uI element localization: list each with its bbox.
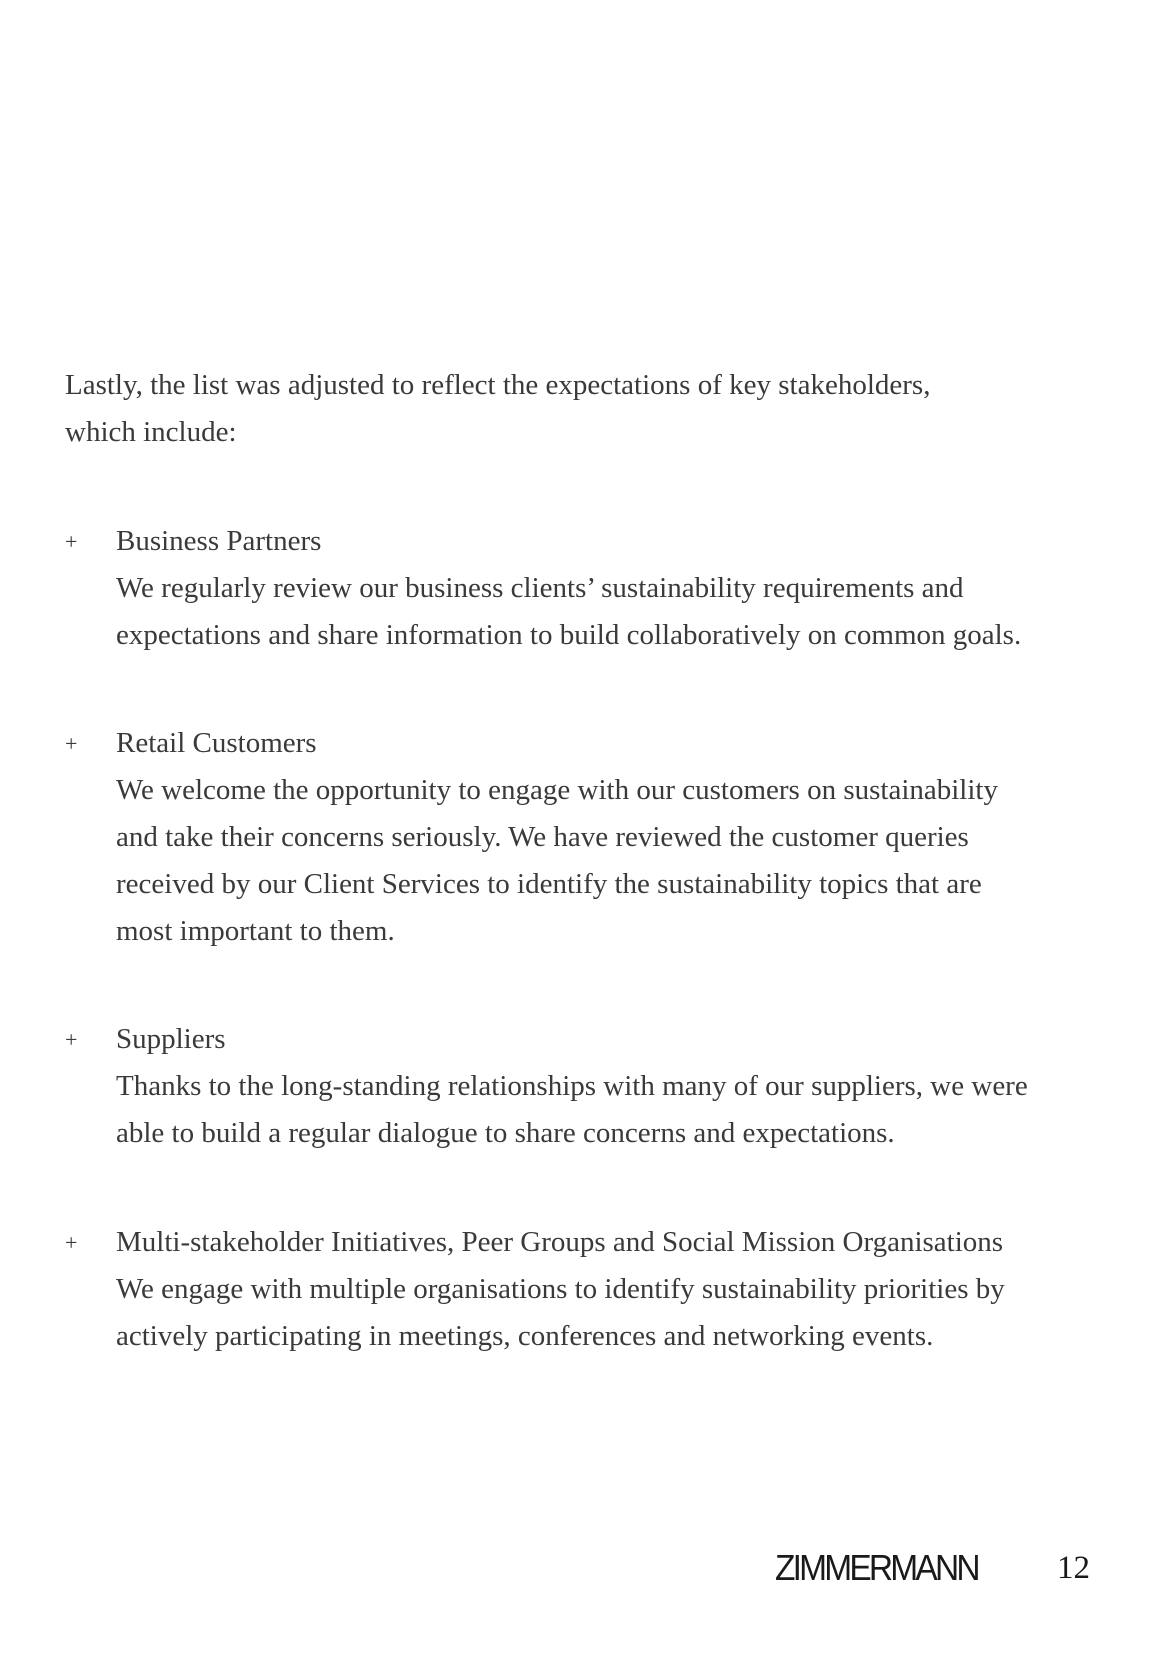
stakeholder-title: Retail Customers [116, 727, 317, 759]
description-line: We welcome the opportunity to engage with our customers on sustainability [116, 774, 998, 806]
stakeholder-description [116, 565, 1105, 659]
description-line: actively participating in meetings, conferences and networking events. [116, 1320, 934, 1352]
brand-logo-text: ZIMMERMANN [775, 1547, 978, 1588]
description-line: Thanks to the long-standing relationships with many of our suppliers, we were [116, 1070, 1028, 1102]
stakeholder-description [116, 1063, 1105, 1157]
bullet-plus: + [65, 1027, 78, 1052]
stakeholder-title: Suppliers [116, 1023, 226, 1055]
description-line: able to build a regular dialogue to share concerns and expectations. [116, 1117, 895, 1149]
description-line: received by our Client Services to identify the sustainability topics that are [116, 868, 982, 900]
bullet-plus: + [65, 731, 78, 756]
intro-line: Lastly, the list was adjusted to reflect the expectations of key stakeholders, [65, 369, 931, 401]
description-line: expectations and share information to build collaboratively on common goals. [116, 619, 1022, 651]
intro-line: which include: [65, 416, 237, 448]
stakeholder-item-multi-stakeholder-initiatives [65, 1219, 1105, 1360]
stakeholder-item-retail-customers [65, 720, 1105, 955]
description-line: We regularly review our business clients’ sustainability requirements and [116, 572, 964, 604]
description-line: and take their concerns seriously. We have reviewed the customer queries [116, 821, 969, 853]
bullet-plus: + [65, 529, 78, 554]
stakeholder-item-business-partners [65, 518, 1105, 659]
description-line: most important to them. [116, 915, 395, 947]
stakeholder-title: Multi-stakeholder Initiatives, Peer Groups and Social Mission Organisations [116, 1226, 1004, 1258]
stakeholder-title: Business Partners [116, 525, 322, 557]
page-number: 12 [1057, 1550, 1090, 1586]
stakeholder-description [116, 1266, 1105, 1360]
stakeholder-item-suppliers [65, 1016, 1105, 1157]
description-line: We engage with multiple organisations to identify sustainability priorities by [116, 1273, 1005, 1305]
intro-paragraph [65, 362, 1065, 456]
bullet-plus: + [65, 1230, 78, 1255]
stakeholder-description [116, 767, 1105, 955]
